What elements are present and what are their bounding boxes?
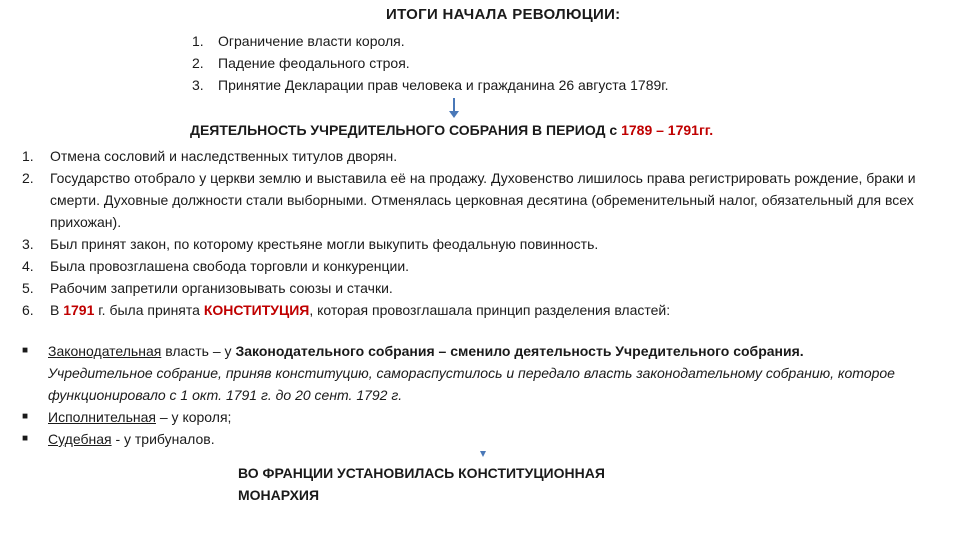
power-label: Судебная [48,431,112,447]
result-text: Принятие Декларации прав человека и гражданина 26 августа 1789г. [218,77,669,93]
power-text [48,406,942,428]
power-body: Законодательного собрания – сменило деятельность Учредительного собрания. [235,343,804,359]
power-label: Исполнительная [48,409,156,425]
result-number: 1. [192,33,204,49]
square-bullet-icon: ■ [22,345,29,356]
square-bullet-icon: ■ [22,433,29,444]
item6-pre: В [50,302,64,318]
activity-text: Был принят закон, по которому крестьяне могли выкупить феодальную повинность. [50,236,599,252]
activity-item [22,255,942,277]
power-note: Учредительное собрание, приняв конституцию, самораспустилось и передало власть законодательному собранию, которое функционировало с 1 окт. 1791 г. до 20 сент. 1792 г. [48,365,895,403]
result-text: Падение феодального строя. [218,55,410,71]
powers-list [22,340,942,450]
item6-post: , которая провозглашала принцип разделения властей: [309,302,671,318]
power-item-executive [22,406,942,428]
activity-number: 1. [22,148,34,164]
power-item-judicial [22,428,942,450]
power-text [48,428,942,450]
power-label: Законодательная [48,343,162,359]
activity-text [50,299,942,321]
power-mid: власть – у [161,343,236,359]
conclusion: ВО ФРАНЦИИ УСТАНОВИЛАСЬ КОНСТИТУЦИОННАЯ МОНАРХИЯ [238,465,605,503]
activity-item [22,233,942,255]
item6-mid: г. была принята [94,302,204,318]
activity-text: Была провозглашена свобода торговли и конкуренции. [50,258,410,274]
activity-text: Государство отобрало у церкви землю и выставила её на продажу. Духовенство лишилось права регистрировать рождение, браки и смерти. Духовные должности стали выборными. Отменялась церковная десятина (обременительный налог, обязательный для всех прихожан). [50,170,916,230]
activity-item [22,145,942,167]
activity-item-constitution [22,299,942,321]
power-rest: – у короля; [155,409,232,425]
activity-number: 6. [22,302,34,318]
square-bullet-icon: ■ [22,411,29,422]
activity-text: Отмена сословий и наследственных титулов дворян. [50,148,398,164]
section-title [190,122,713,138]
activities-list [22,145,942,321]
power-rest: - у трибуналов. [111,431,215,447]
section-title-prefix: ДЕЯТЕЛЬНОСТЬ УЧРЕДИТЕЛЬНОГО СОБРАНИЯ В ПЕРИОД с [190,122,622,138]
activity-item [22,167,942,233]
result-number: 2. [192,55,204,71]
results-list [192,30,669,96]
activity-text: Рабочим запретили организовывать союзы и стачки. [50,280,393,296]
activity-number: 2. [22,170,34,186]
activity-number: 5. [22,280,34,296]
section-title-suffix: . [709,122,714,138]
activity-item [22,277,942,299]
result-item [192,74,669,96]
power-item-legislative [22,340,942,406]
page-title: ИТОГИ НАЧАЛА РЕВОЛЮЦИИ: [386,6,621,23]
activity-number: 3. [22,236,34,252]
section-period: 1789 – 1791гг [621,122,710,138]
power-text [48,340,942,406]
result-item [192,52,669,74]
result-item [192,30,669,52]
item6-year: 1791 [63,302,95,318]
result-number: 3. [192,77,204,93]
constitution-term: КОНСТИТУЦИЯ [203,302,310,318]
activity-number: 4. [22,258,34,274]
result-text: Ограничение власти короля. [218,33,405,49]
